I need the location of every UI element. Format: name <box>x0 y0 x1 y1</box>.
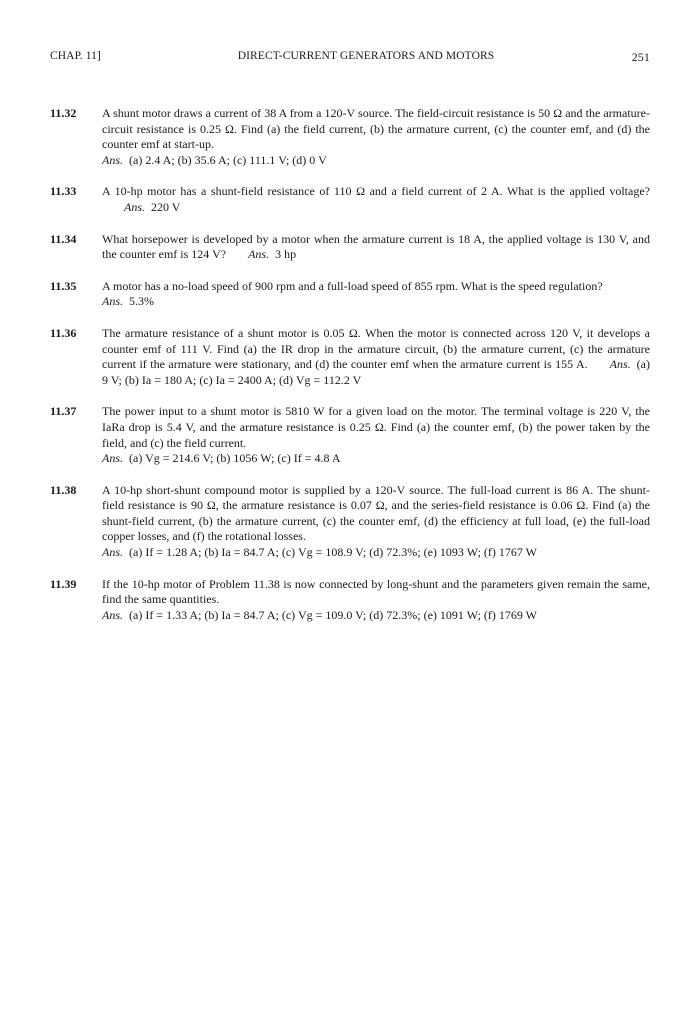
answer <box>102 608 650 624</box>
problem-11-35 <box>50 279 650 310</box>
answer-label: Ans. <box>102 545 123 560</box>
answer-value: (a) If = 1.28 A; (b) Ia = 84.7 A; (c) Vg = 108.9 V; (d) 72.3%; (e) 1093 W; (f) 1767 W <box>129 545 537 560</box>
answer-label: Ans. <box>102 451 123 466</box>
answer <box>124 200 180 214</box>
page-number: 251 <box>631 50 650 64</box>
answer-label: Ans. <box>102 607 123 622</box>
problem-number: 11.37 <box>50 404 77 419</box>
answer-label: Ans. <box>248 247 270 262</box>
answer-label: Ans. <box>102 294 123 309</box>
problem-11-38 <box>50 483 650 561</box>
answer-value: (a) 9 V; (b) Ia = 180 A; (c) Ia = 2400 A; (d) Vg = 112.2 V <box>102 357 650 387</box>
problem-list <box>50 106 650 639</box>
problem-11-33 <box>50 184 650 215</box>
problem-number: 11.35 <box>50 278 77 293</box>
problem-number: 11.38 <box>50 482 77 497</box>
problem-number: 11.33 <box>50 184 77 199</box>
problem-text: What horsepower is developed by a motor when the armature current is 18 A, the applied voltage is 130 V, and the counter emf is 124 V? <box>102 231 650 262</box>
running-title: DIRECT-CURRENT GENERATORS AND MOTORS <box>237 50 495 62</box>
answer-label: Ans. <box>124 199 145 214</box>
answer-value: (a) If = 1.33 A; (b) Ia = 84.7 A; (c) Vg = 109.0 V; (d) 72.3%; (e) 1091 W; (f) 1769 W <box>129 607 537 622</box>
answer-label: Ans. <box>609 357 631 372</box>
chapter-label: CHAP. 11] <box>50 50 101 62</box>
problem-number: 11.39 <box>50 576 77 591</box>
problem-11-37 <box>50 404 650 466</box>
problem-number: 11.32 <box>50 106 77 120</box>
answer-value: 3 hp <box>275 247 297 262</box>
answer-value: 220 V <box>151 199 181 214</box>
problem-number: 11.34 <box>50 231 77 246</box>
problem-text: A 10-hp motor has a shunt-field resistance of 110 Ω and a field current of 2 A. What is the applied voltage? <box>102 184 650 199</box>
answer-label: Ans. <box>102 152 123 167</box>
problem-11-32 <box>50 106 650 168</box>
problem-number: 11.36 <box>50 325 77 340</box>
problem-11-39 <box>50 577 650 624</box>
problem-11-36 <box>50 326 650 388</box>
answer-value: (a) Vg = 214.6 V; (b) 1056 W; (c) If = 4.8 A <box>129 451 341 466</box>
problem-11-34 <box>50 232 650 263</box>
answer-value: (a) 2.4 A; (b) 35.6 A; (c) 111.1 V; (d) 0 V <box>129 152 327 167</box>
problem-text: The power input to a shunt motor is 5810 W for a given load on the motor. The terminal voltage is 220 V, the IaRa drop is 5.4 V, and the armature resistance is 0.25 Ω. Find (a) the counter emf, (b) the power taken by the field, and (c) the field current. <box>102 404 650 450</box>
answer <box>102 153 650 169</box>
answer <box>248 247 296 261</box>
answer-value: 5.3% <box>129 294 154 309</box>
answer <box>102 451 650 467</box>
problem-text: If the 10-hp motor of Problem 11.38 is now connected by long-shunt and the parameters given remain the same, find the same quantities. <box>102 576 650 607</box>
answer <box>102 545 650 561</box>
problem-text: A shunt motor draws a current of 38 A from a 120-V source. The field-circuit resistance is 50 Ω and the armature-circuit resistance is 0.25 Ω. Find (a) the field current, (b) the armature current, (c) the counter emf, and (d) the counter emf at start-up. <box>102 106 650 152</box>
problem-text: A 10-hp short-shunt compound motor is supplied by a 120-V source. The full-load current is 86 A. The shunt-field resistance is 90 Ω, the armature resistance is 0.07 Ω, and the series-field resistance is 0.06 Ω. Find (a) the shunt-field current, (b) the armature current, (c) the counter emf, (d) the efficiency at full load, (e) the full-load copper losses, and (f) the rotational losses. <box>102 482 650 544</box>
answer <box>102 294 650 310</box>
page-header <box>50 50 650 66</box>
problem-text: A motor has a no-load speed of 900 rpm and a full-load speed of 855 rpm. What is the speed regulation? <box>102 278 603 293</box>
problem-text: The armature resistance of a shunt motor is 0.05 Ω. When the motor is connected across 120 V, it develops a counter emf of 111 V. Find (a) the IR drop in the armature circuit, (b) the armature current, (c) the armature current if the armature were stationary, and (d) the counter emf when the armature current is 155 A. <box>102 325 650 372</box>
